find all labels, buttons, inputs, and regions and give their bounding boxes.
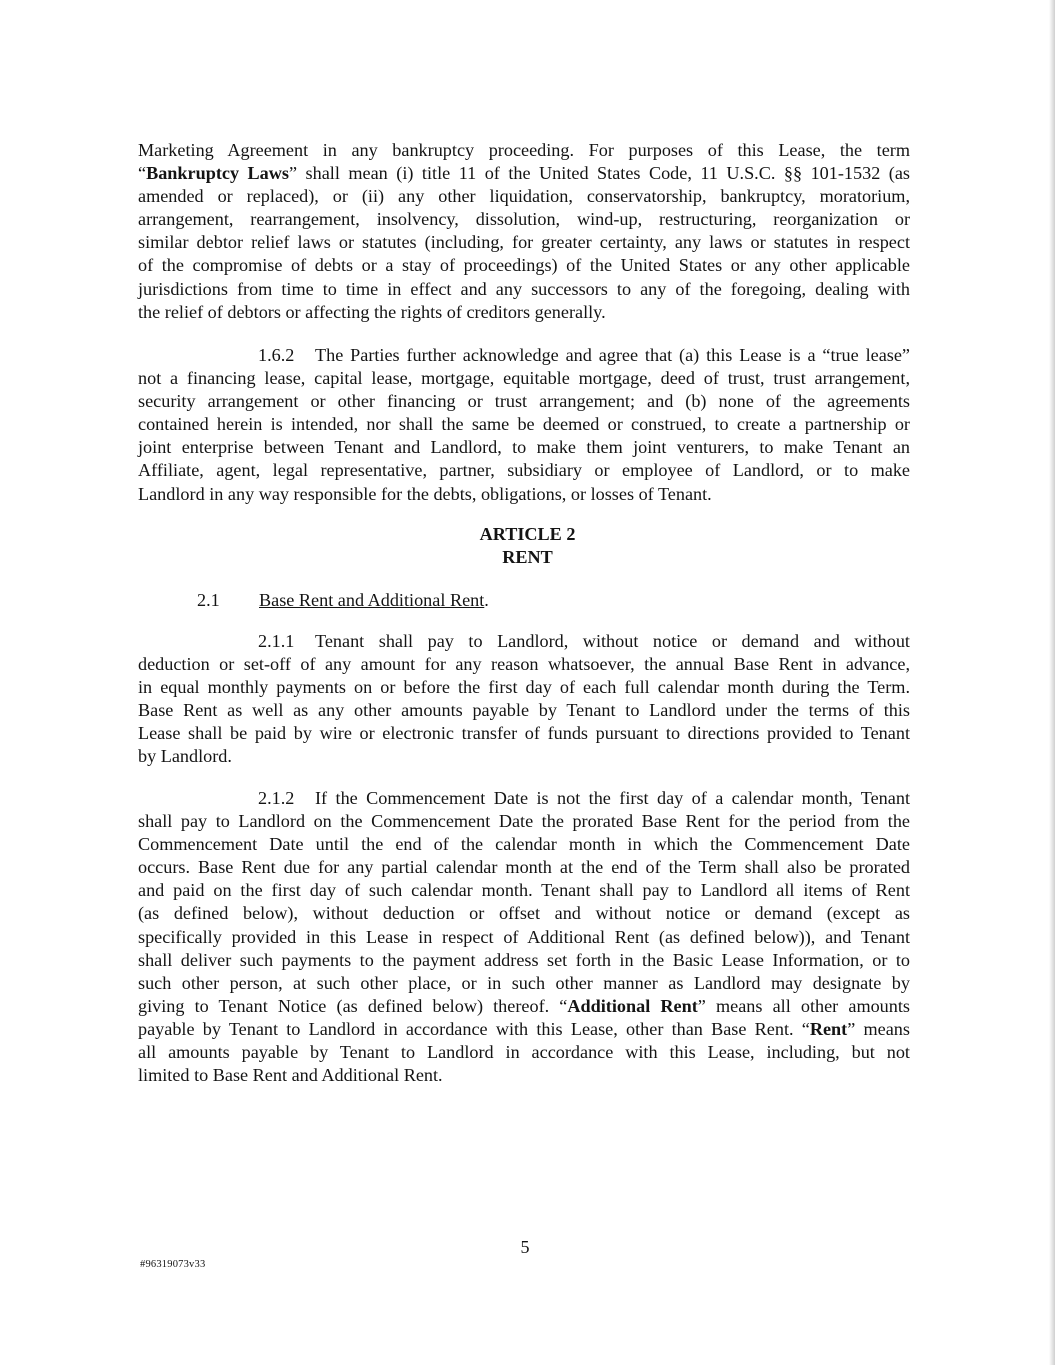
- text-line: Lease shall be paid by wire or electronic transfer of funds pursuant to directions provided to Tenant: [138, 723, 910, 744]
- text-line: shall deliver such payments to the payment address set forth in the Basic Lease Information, or to: [138, 949, 910, 970]
- text-line: security arrangement or other financing or trust arrangement; and (b) none of the agreements: [138, 391, 910, 412]
- text-line: occurs. Base Rent due for any partial calendar month at the end of the Term shall also be prorated: [138, 857, 910, 878]
- text-line: “Bankruptcy Laws” shall mean (i) title 11 of the United States Code, 11 U.S.C. §§ 101-1532 (as: [138, 163, 910, 184]
- defined-term-additional-rent: Additional Rent: [567, 995, 698, 1016]
- defined-term-rent: Rent: [809, 1018, 848, 1039]
- page-number: 5: [520, 1237, 530, 1257]
- text-line: joint enterprise between Tenant and Landlord, to make them joint venturers, to make Tenant an: [138, 437, 910, 458]
- text-line: Base Rent as well as any other amounts payable by Tenant to Landlord under the terms of this: [138, 700, 910, 721]
- text-line: (as defined below), without deduction or offset and without notice or demand (except as: [138, 903, 910, 924]
- text-line: Landlord in any way responsible for the debts, obligations, or losses of Tenant.: [138, 483, 712, 504]
- clause-number: 2.1.1: [258, 631, 295, 651]
- text-line: in equal monthly payments on or before the first day of each full calendar month during the Term.: [138, 677, 910, 698]
- article-title: RENT: [502, 547, 553, 567]
- text-line: deduction or set-off of any amount for any reason whatsoever, the annual Base Rent in advance,: [138, 654, 910, 675]
- text-line: amended or replaced), or (ii) any other liquidation, conservatorship, bankruptcy, moratorium,: [138, 186, 910, 207]
- section-heading-2-1: 2.1 Base Rent and Additional Rent.: [197, 590, 489, 610]
- clause-number: 1.6.2: [258, 345, 295, 365]
- text-line: payable by Tenant to Landlord in accordance with this Lease, other than Base Rent. “Rent” means: [138, 1018, 910, 1039]
- defined-term-bankruptcy-laws: Bankruptcy Laws: [146, 163, 289, 184]
- text-line: Commencement Date until the end of the calendar month in which the Commencement Date: [138, 834, 910, 855]
- text-line: 1.6.2 The Parties further acknowledge and agree that (a) this Lease is a “true lease”: [138, 344, 910, 367]
- paragraph-1-6-2: [138, 344, 910, 506]
- paragraph-2-1-2: [138, 787, 910, 1087]
- text-line: not a financing lease, capital lease, mortgage, equitable mortgage, deed of trust, trust arrangement,: [138, 368, 910, 389]
- text-line: by Landlord.: [138, 746, 232, 767]
- document-id: #96319073v33: [140, 1259, 206, 1270]
- article-number: ARTICLE 2: [479, 524, 576, 544]
- text-line: Marketing Agreement in any bankruptcy proceeding. For purposes of this Lease, the term: [138, 140, 910, 160]
- section-number: 2.1: [197, 590, 220, 610]
- text-line: the relief of debtors or affecting the rights of creditors generally.: [138, 301, 606, 322]
- text-line: Affiliate, agent, legal representative, partner, subsidiary or employee of Landlord, or to make: [138, 460, 910, 481]
- text-line: contained herein is intended, nor shall the same be deemed or construed, to create a partnership or: [138, 414, 910, 435]
- text-line: limited to Base Rent and Additional Rent.: [138, 1065, 443, 1086]
- text-line: shall pay to Landlord on the Commencement Date the prorated Base Rent for the period from the: [138, 811, 910, 832]
- text-line: 2.1.2 If the Commencement Date is not the first day of a calendar month, Tenant: [138, 787, 910, 810]
- page-edge-shadow: [1049, 0, 1055, 1365]
- text-line: of the compromise of debts or a stay of proceedings) of the United States or any other applicable: [138, 255, 910, 276]
- paragraph-2-1-1: [138, 630, 910, 769]
- clause-number: 2.1.2: [258, 788, 295, 808]
- text-line: such other person, at such other place, or in such other manner as Landlord may designate by: [138, 972, 910, 993]
- text-line: 2.1.1 Tenant shall pay to Landlord, without notice or demand and without: [138, 630, 910, 653]
- text-line: giving to Tenant Notice (as defined below) thereof. “Additional Rent” means all other amounts: [138, 995, 911, 1016]
- text-line: jurisdictions from time to time in effect and any successors to any of the foregoing, dealing with: [138, 278, 910, 299]
- text-line: and paid on the first day of such calendar month. Tenant shall pay to Landlord all items of Rent: [138, 880, 910, 901]
- text-line: specifically provided in this Lease in respect of Additional Rent (as defined below)), and Tenant: [138, 926, 910, 947]
- paragraph-bankruptcy-laws: [138, 139, 910, 324]
- text-line: all amounts payable by Tenant to Landlord in accordance with this Lease, including, but not: [138, 1042, 910, 1063]
- text-line: arrangement, rearrangement, insolvency, dissolution, wind-up, restructuring, reorganization or: [138, 209, 910, 230]
- text-line: similar debtor relief laws or statutes (including, for greater certainty, any laws or statutes in respect: [138, 232, 910, 253]
- section-title: Base Rent and Additional Rent: [259, 590, 485, 610]
